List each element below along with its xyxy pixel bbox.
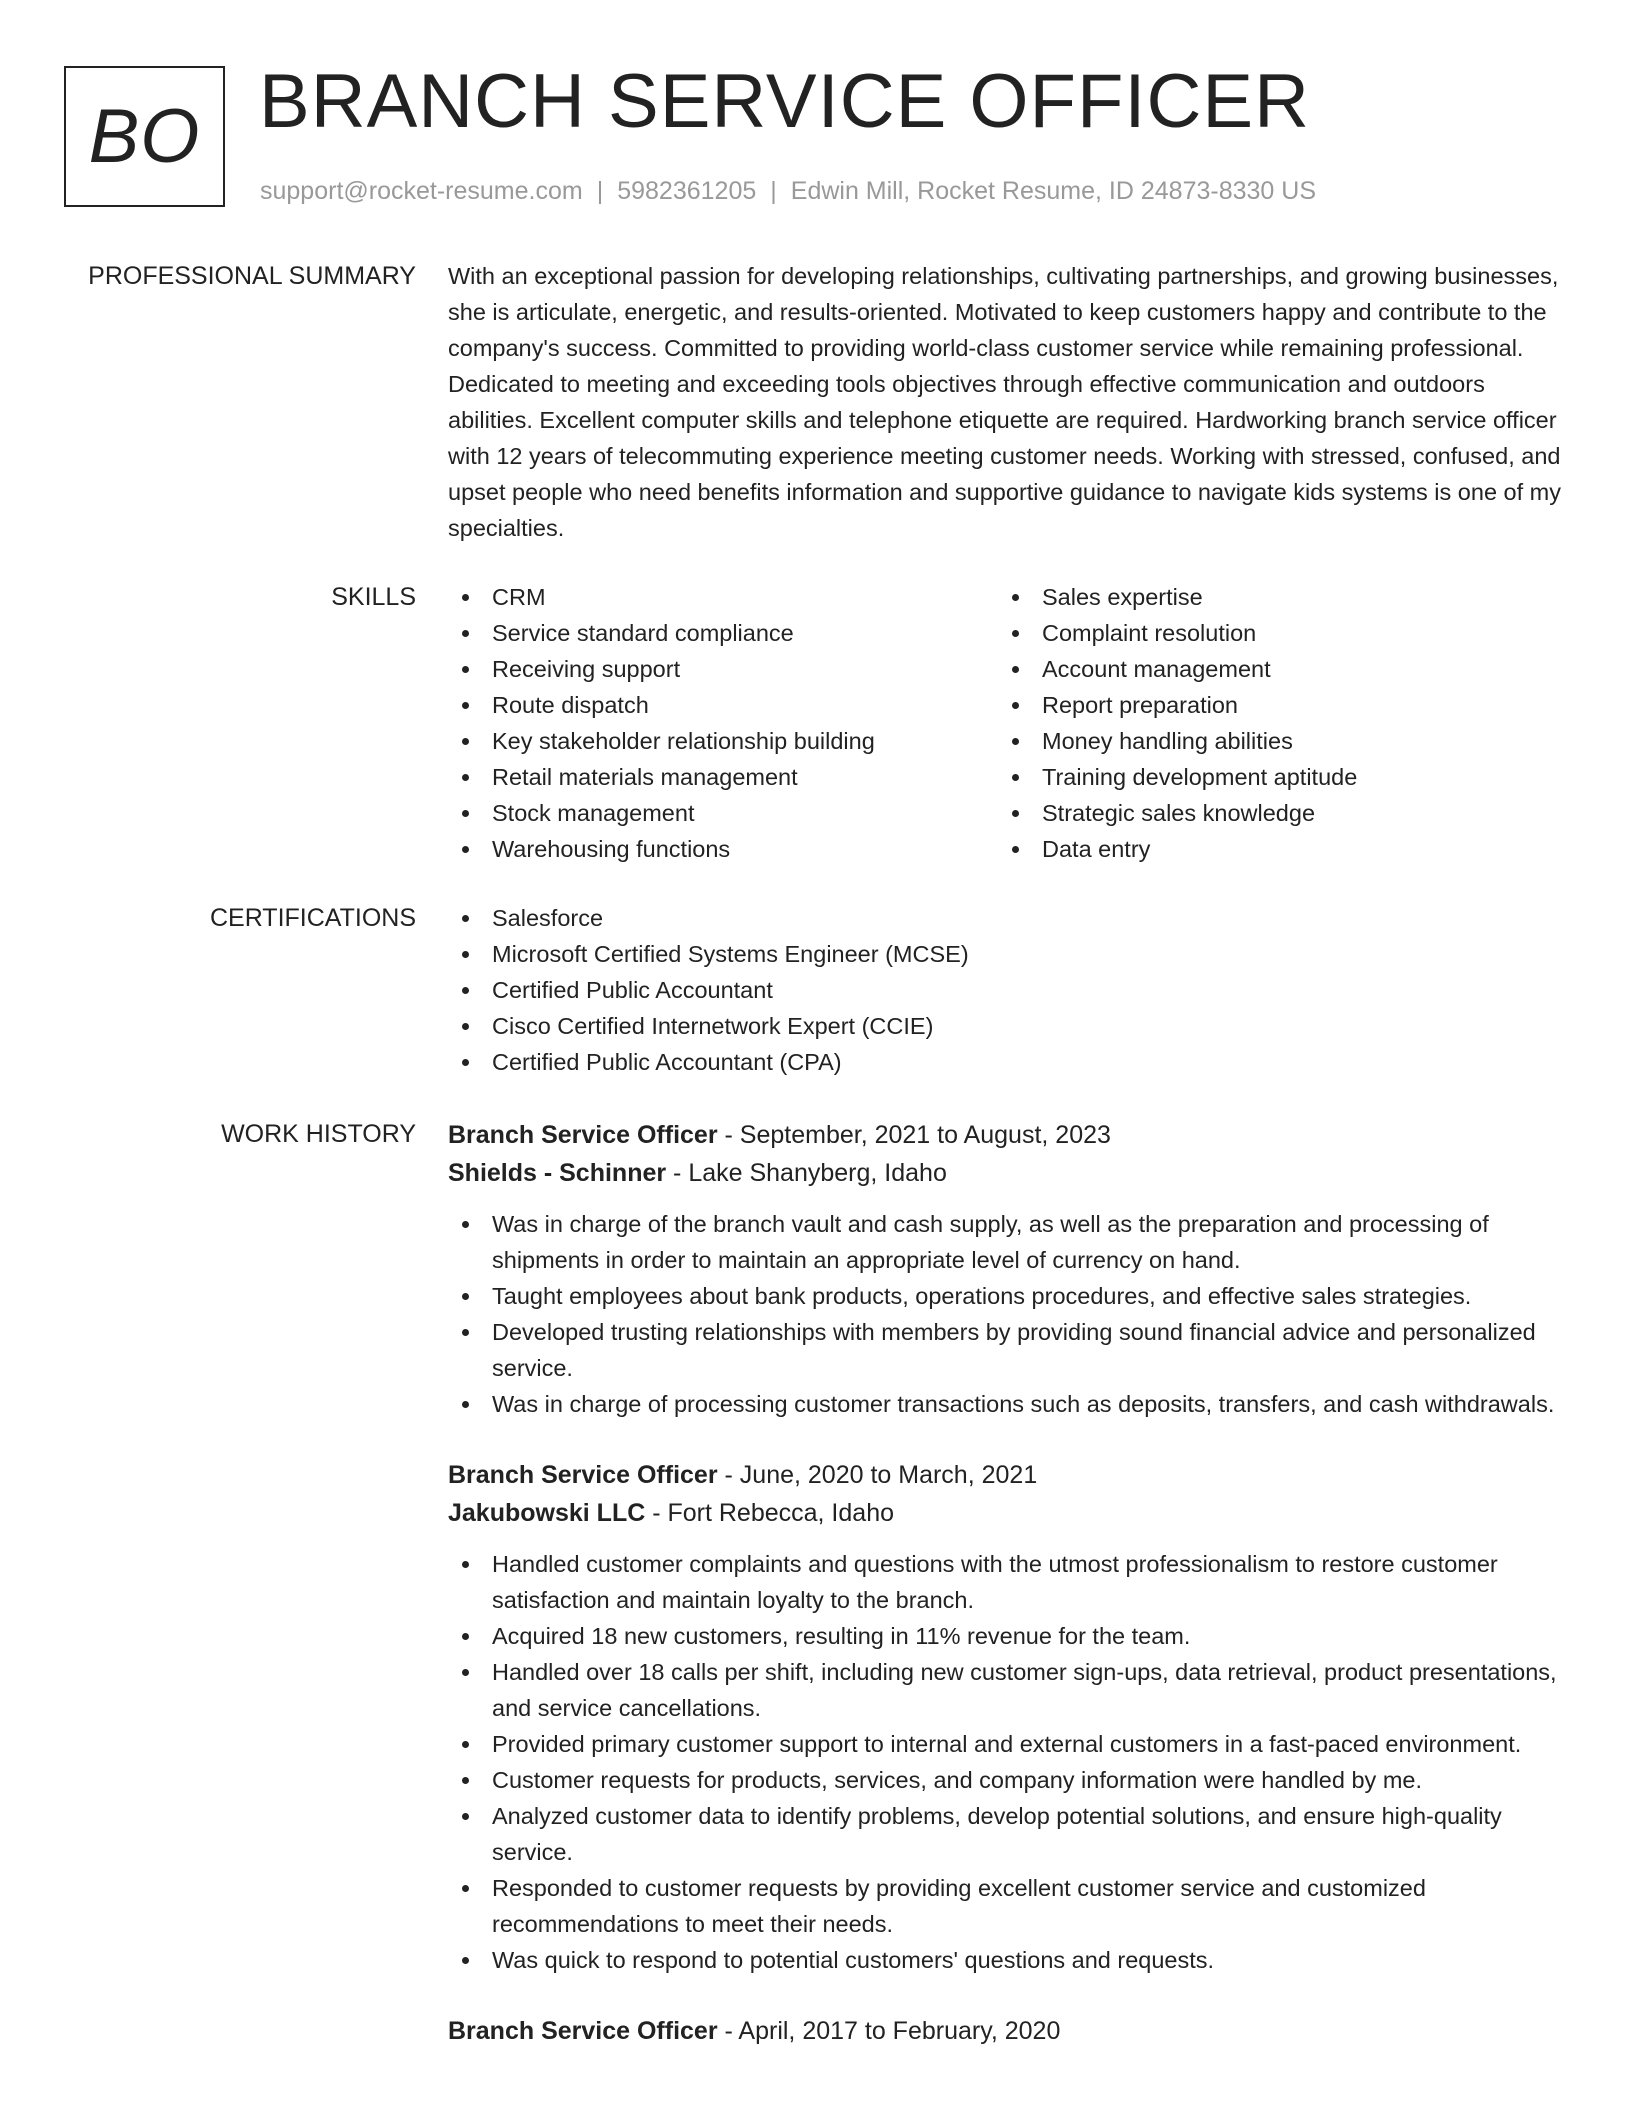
skills-list-right bbox=[998, 579, 1548, 867]
job-bullet: Taught employees about bank products, operations procedures, and effective sales strategies. bbox=[448, 1278, 1572, 1314]
job-bullet: Handled over 18 calls per shift, including new customer sign-ups, data retrieval, product presentations, and service cancellations. bbox=[448, 1654, 1572, 1726]
certifications-list bbox=[448, 900, 1572, 1080]
section-body bbox=[448, 1116, 1572, 2084]
job-dates: - September, 2021 to August, 2023 bbox=[717, 1121, 1111, 1149]
skills-columns bbox=[448, 579, 1572, 867]
section-label: PROFESSIONAL SUMMARY bbox=[88, 262, 416, 290]
section-label: SKILLS bbox=[331, 583, 416, 611]
job-bullet: Developed trusting relationships with members by providing sound financial advice and personalized service. bbox=[448, 1314, 1572, 1386]
section-body bbox=[448, 258, 1572, 546]
skill-item: Service standard compliance bbox=[448, 615, 998, 651]
job-entry bbox=[448, 1456, 1572, 1978]
job-bullet: Customer requests for products, services, and company information were handled by me. bbox=[448, 1762, 1572, 1798]
job-location: - Fort Rebecca, Idaho bbox=[645, 1499, 894, 1527]
skill-item: Key stakeholder relationship building bbox=[448, 723, 998, 759]
section-label: CERTIFICATIONS bbox=[209, 904, 416, 932]
skill-item: Route dispatch bbox=[448, 687, 998, 723]
job-bullet: Was in charge of the branch vault and cash supply, as well as the preparation and processing of shipments in order to maintain an appropriate level of currency on hand. bbox=[448, 1206, 1572, 1278]
job-entry bbox=[448, 2012, 1572, 2050]
contact-line bbox=[260, 174, 1316, 208]
section-label: WORK HISTORY bbox=[221, 1120, 416, 1148]
job-location: - Lake Shanyberg, Idaho bbox=[666, 1159, 947, 1187]
skill-item: Money handling abilities bbox=[998, 723, 1548, 759]
job-title-line bbox=[448, 1456, 1572, 1494]
monogram-badge: BO bbox=[64, 66, 225, 207]
job-title-line bbox=[448, 1116, 1572, 1154]
job-role: Branch Service Officer bbox=[448, 2017, 718, 2045]
resume-title: BRANCH SERVICE OFFICER bbox=[259, 59, 1310, 144]
section-body bbox=[448, 900, 1572, 1080]
skill-item: Account management bbox=[998, 651, 1548, 687]
contact-phone[interactable]: 5982361205 bbox=[617, 177, 757, 205]
job-bullet: Provided primary customer support to internal and external customers in a fast-paced environment. bbox=[448, 1726, 1572, 1762]
job-dates: - April, 2017 to February, 2020 bbox=[717, 2017, 1061, 2045]
job-bullet: Responded to customer requests by providing excellent customer service and customized recommendations to meet their needs. bbox=[448, 1870, 1572, 1942]
certification-item: Microsoft Certified Systems Engineer (MCSE) bbox=[448, 936, 1572, 972]
certification-item: Cisco Certified Internetwork Expert (CCIE) bbox=[448, 1008, 1572, 1044]
skill-item: CRM bbox=[448, 579, 998, 615]
skill-item: Data entry bbox=[998, 831, 1548, 867]
skill-item: Sales expertise bbox=[998, 579, 1548, 615]
contact-separator: | bbox=[770, 177, 777, 205]
skill-item: Stock management bbox=[448, 795, 998, 831]
section-body bbox=[448, 579, 1572, 867]
job-bullet: Was in charge of processing customer transactions such as deposits, transfers, and cash withdrawals. bbox=[448, 1386, 1572, 1422]
skills-list-left bbox=[448, 579, 998, 867]
job-role: Branch Service Officer bbox=[448, 1121, 718, 1149]
contact-separator: | bbox=[596, 177, 604, 205]
job-bullet: Handled customer complaints and questions with the utmost professionalism to restore customer satisfaction and maintain loyalty to the branch. bbox=[448, 1546, 1572, 1618]
summary-text: With an exceptional passion for developing relationships, cultivating partnerships, and growing businesses, she is articulate, energetic, and results-oriented. Motivated to keep customers happy and contribute to the company's success. Committed to providing world-class customer service while remaining professional. Dedicated to meeting and exceeding tools objectives through effective communication and outdoors abilities. Excellent computer skills and telephone etiquette are required. Hardworking branch service officer with 12 years of telecommuting experience meeting customer needs. Working with stressed, confused, and upset people who need benefits information and supportive guidance to navigate kids systems is one of my specialties. bbox=[448, 263, 1562, 541]
job-title-line bbox=[448, 2012, 1572, 2050]
job-company: Shields - Schinner bbox=[448, 1159, 667, 1187]
job-entry bbox=[448, 1116, 1572, 1422]
contact-email[interactable]: support@rocket-resume.com bbox=[260, 177, 583, 205]
certification-item: Certified Public Accountant (CPA) bbox=[448, 1044, 1572, 1080]
skill-item: Training development aptitude bbox=[998, 759, 1548, 795]
contact-address: Edwin Mill, Rocket Resume, ID 24873-8330 US bbox=[790, 177, 1316, 205]
job-role: Branch Service Officer bbox=[448, 1461, 718, 1489]
job-bullets bbox=[448, 1546, 1572, 1978]
job-company-line bbox=[448, 1154, 1572, 1192]
skill-item: Receiving support bbox=[448, 651, 998, 687]
certification-item: Salesforce bbox=[448, 900, 1572, 936]
job-bullet: Acquired 18 new customers, resulting in 11% revenue for the team. bbox=[448, 1618, 1572, 1654]
skill-item: Complaint resolution bbox=[998, 615, 1548, 651]
resume-header bbox=[0, 0, 1632, 220]
job-dates: - June, 2020 to March, 2021 bbox=[717, 1461, 1038, 1489]
certification-item: Certified Public Accountant bbox=[448, 972, 1572, 1008]
job-bullet: Was quick to respond to potential customers' questions and requests. bbox=[448, 1942, 1572, 1978]
skill-item: Warehousing functions bbox=[448, 831, 998, 867]
job-bullets bbox=[448, 1206, 1572, 1422]
job-company: Jakubowski LLC bbox=[448, 1499, 646, 1527]
skill-item: Strategic sales knowledge bbox=[998, 795, 1548, 831]
job-company-line bbox=[448, 1494, 1572, 1532]
skill-item: Report preparation bbox=[998, 687, 1548, 723]
job-bullet: Analyzed customer data to identify problems, develop potential solutions, and ensure high-quality service. bbox=[448, 1798, 1572, 1870]
skill-item: Retail materials management bbox=[448, 759, 998, 795]
